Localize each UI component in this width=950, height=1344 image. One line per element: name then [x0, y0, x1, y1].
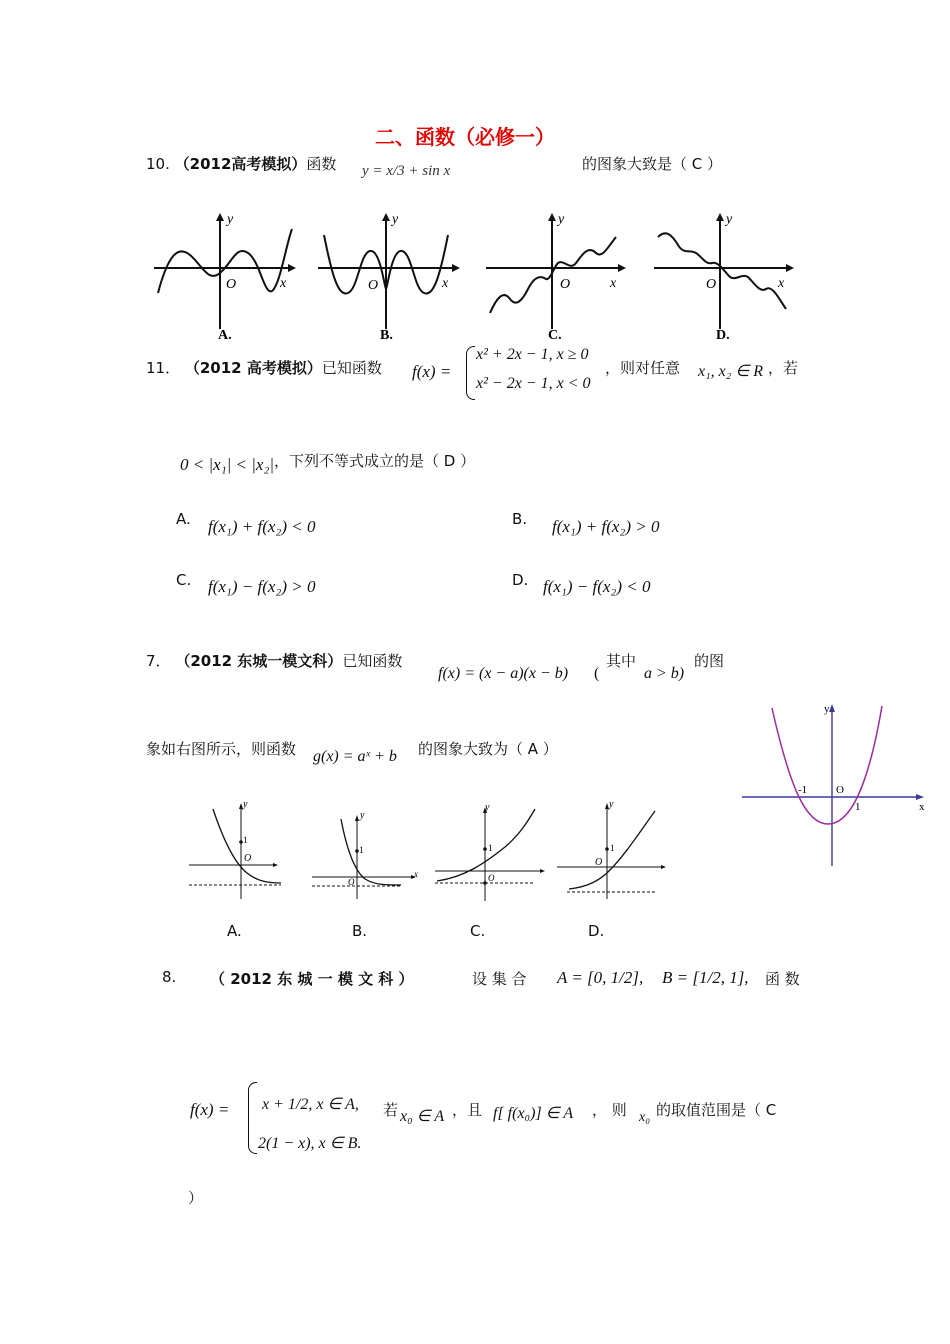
q8-x0: x₀	[639, 1110, 651, 1125]
q8-number: 8.	[162, 968, 177, 986]
q11-option-d: f(x₁) − f(x₂) < 0	[543, 577, 651, 596]
q7-f-expr: f(x) = (x − a)(x − b)	[438, 665, 569, 682]
q7-tail: 的图	[694, 652, 725, 670]
q8-piece-1: x + 1/2, x ∈ A,	[262, 1096, 359, 1113]
q7-prefix: 已知函数	[342, 652, 403, 670]
q10-graphs	[140, 205, 800, 345]
q10-graph-a	[154, 212, 296, 343]
q10-formula: y = x/3 + sin x	[362, 163, 451, 179]
side-graph-y: y	[824, 703, 830, 715]
q10-source: （2012高考模拟）	[174, 155, 307, 173]
q10-suffix: 的图象大致是（ C ）	[582, 155, 723, 173]
q8-close: ）	[188, 1189, 204, 1207]
axis-label: x	[414, 869, 418, 879]
q10-line	[146, 153, 336, 174]
q11-end: ，若	[768, 359, 799, 377]
side-graph-origin: O	[836, 784, 844, 796]
q10-graph-c	[486, 212, 626, 343]
axis-label: y	[392, 212, 399, 227]
side-graph-neg-one: -1	[798, 784, 808, 796]
q11-vars: x₁, x₂ ∈ R	[698, 363, 764, 380]
q11-brace	[466, 346, 475, 400]
tick-label: 1	[610, 843, 615, 853]
axis-label: O	[488, 873, 495, 883]
side-graph-one: 1	[855, 801, 861, 813]
q8-brace	[248, 1082, 257, 1154]
q8-ze: ， 则	[592, 1101, 627, 1119]
tick-label: 1	[243, 835, 248, 845]
axis-label: O	[244, 853, 252, 864]
axis-label: y	[609, 799, 614, 810]
q7-side-graph	[740, 700, 935, 870]
axis-label: O	[348, 877, 355, 887]
q8-piece-2: 2(1 − x), x ∈ B.	[258, 1135, 362, 1152]
q11-number: 11．	[146, 359, 181, 377]
q7-option-a: A.	[227, 922, 242, 940]
axis-label: O	[560, 277, 571, 292]
q11-mid: ，则对任意	[605, 359, 681, 377]
q7-number: 7．	[146, 652, 171, 670]
axis-label: x	[442, 276, 449, 291]
q8-set-b: B = [1/2, 1],	[662, 968, 749, 987]
q7-source: （2012 东城一模文科）	[175, 652, 343, 670]
q10-option-a: A.	[218, 328, 232, 343]
q11-piece-1: x² + 2x − 1, x ≥ 0	[476, 346, 589, 363]
q11-prefix: 已知函数	[321, 359, 382, 377]
q7-qizhong: 其中	[606, 652, 637, 670]
q11-piece-2: x² − 2x − 1, x < 0	[476, 375, 591, 392]
axis-label: x	[610, 276, 617, 291]
q8-ruo: 若	[383, 1101, 399, 1119]
axis-label: y	[227, 212, 234, 227]
q11-option-b: f(x₁) + f(x₂) > 0	[552, 517, 660, 536]
q7-graphs	[185, 795, 555, 905]
q7-graph-a	[189, 799, 281, 899]
q11-question: ，下列不等式成立的是（ D ）	[274, 452, 476, 470]
q10-graph-d	[654, 212, 794, 343]
q10-prefix: 函数	[306, 155, 337, 173]
q8-f-lhs: f(x) =	[190, 1100, 230, 1119]
q7-paren: (	[594, 665, 600, 682]
q7-line	[146, 650, 402, 671]
q7-option-b: B.	[352, 922, 368, 940]
tick-label: 1	[488, 843, 493, 853]
side-graph-x: x	[919, 801, 925, 813]
axis-label: y	[558, 212, 565, 227]
page-title: 二、函数（必修一）	[375, 125, 555, 149]
q8-source: （ 2012 东 城 一 模 文 科 ）	[210, 970, 414, 988]
q7-graph-c	[435, 802, 545, 901]
tick-label: 1	[359, 845, 364, 855]
q10-option-d: D.	[716, 328, 730, 343]
q8-ffx0: f[ f(x₀)] ∈ A	[493, 1105, 574, 1122]
q11-option-a-label: A.	[176, 510, 191, 528]
q8-range: 的取值范围是（ C	[656, 1101, 777, 1119]
q7-graph-b	[312, 810, 418, 899]
q10-graph-b	[318, 212, 460, 343]
axis-label: y	[360, 810, 365, 821]
axis-label: O	[595, 857, 603, 868]
q8-x0-in-a: x₀ ∈ A	[400, 1108, 445, 1125]
q11-line	[146, 357, 382, 378]
q7-condition: a > b)	[644, 665, 685, 682]
axis-label: x	[280, 276, 287, 291]
q10-number: 10.	[146, 155, 170, 173]
q7-line2b: 的图象大致为（ A ）	[418, 740, 558, 758]
q10-option-b: B.	[380, 328, 393, 343]
q8-qie: ，且	[452, 1101, 483, 1119]
q11-option-d-label: D.	[512, 571, 529, 589]
q8-set-a: A = [0, 1/2],	[557, 968, 644, 987]
axis-label: O	[226, 277, 237, 292]
axis-label: O	[706, 277, 717, 292]
q11-f-lhs: f(x) =	[412, 362, 452, 381]
q8-set-text: 设 集 合	[472, 970, 527, 988]
q11-option-a: f(x₁) + f(x₂) < 0	[208, 517, 316, 536]
q10-option-c: C.	[548, 328, 562, 343]
q11-option-c: f(x₁) − f(x₂) > 0	[208, 577, 316, 596]
q11-source: （2012 高考模拟）	[184, 359, 322, 377]
q7-option-c: C.	[470, 922, 486, 940]
axis-label: y	[243, 799, 248, 810]
q11-option-c-label: C.	[176, 571, 192, 589]
q7-option-d: D.	[588, 922, 605, 940]
q7-line2a: 象如右图所示，则函数	[146, 740, 297, 758]
q11-option-b-label: B.	[512, 510, 528, 528]
axis-label: O	[368, 278, 379, 293]
axis-label: x	[778, 276, 785, 291]
axis-label: y	[485, 802, 490, 813]
axis-label: y	[726, 212, 733, 227]
q11-condition: 0 < |x₁| < |x₂|	[180, 455, 275, 474]
q7-graph-d	[555, 795, 675, 905]
q7-g-expr: g(x) = aˣ + b	[313, 748, 397, 765]
q8-func: 函 数	[765, 970, 800, 988]
